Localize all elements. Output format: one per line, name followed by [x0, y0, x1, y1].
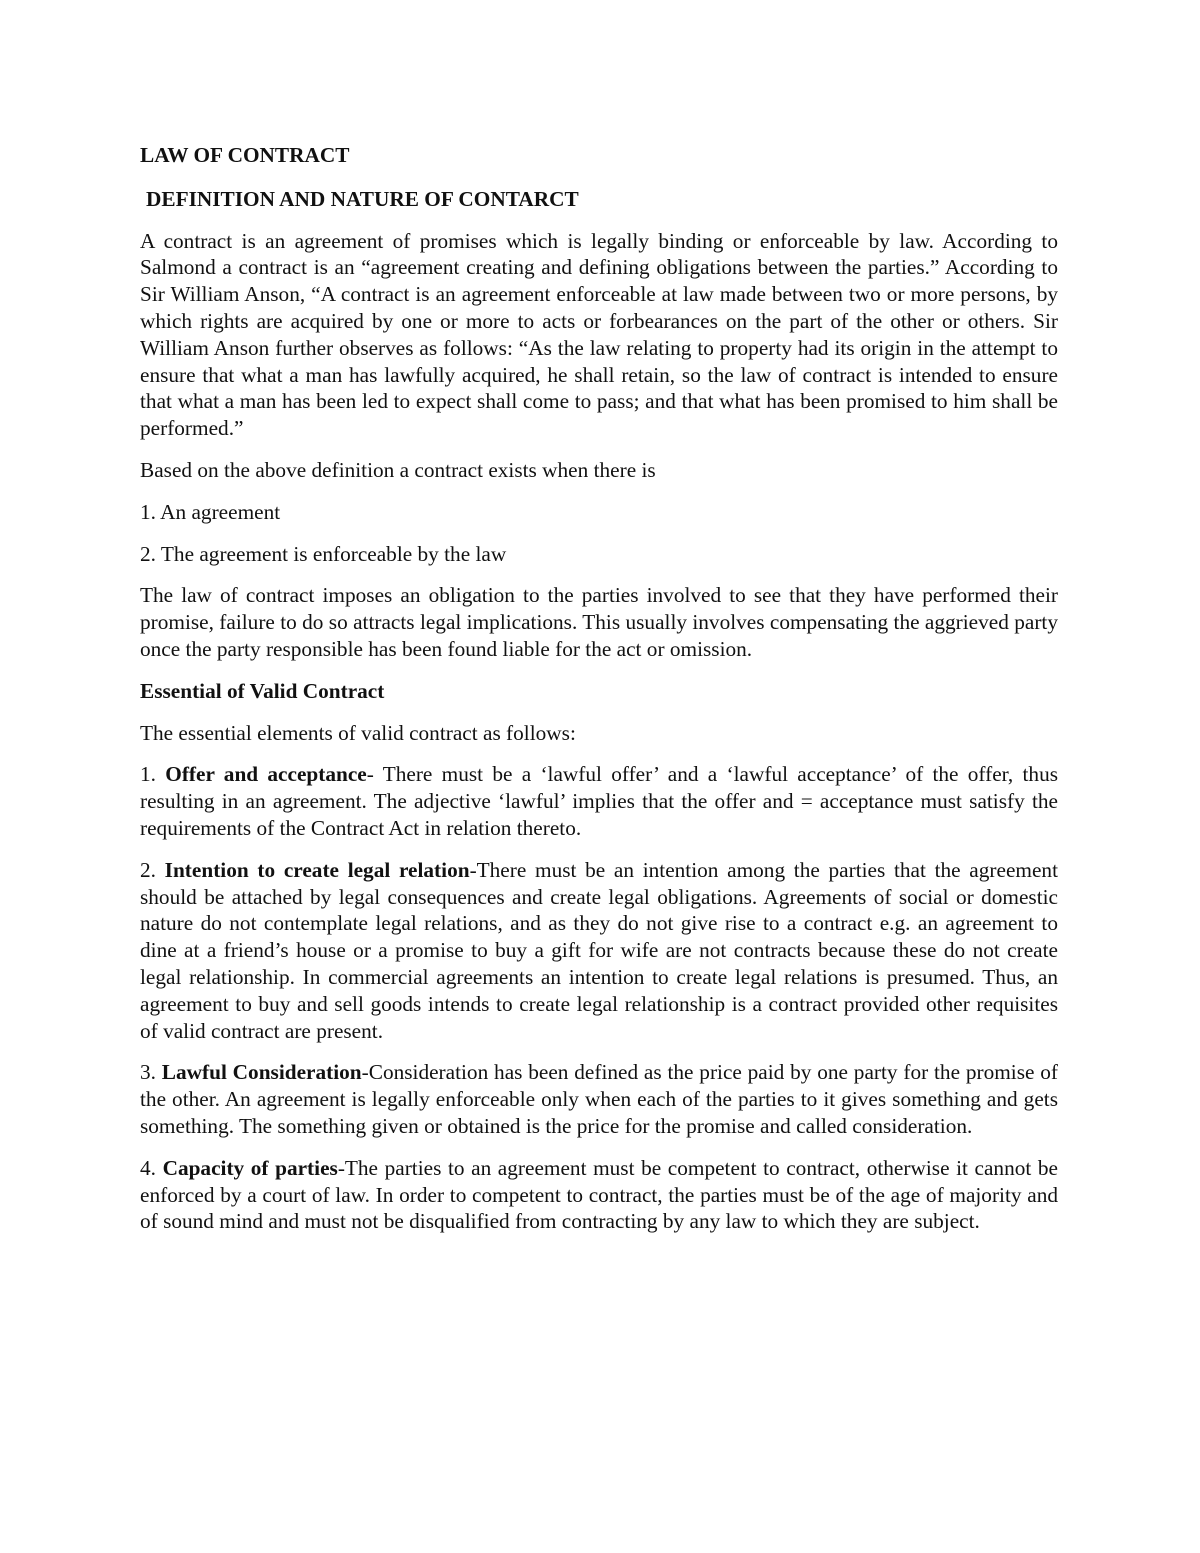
- element-paragraph: [140, 761, 1058, 841]
- element-term: Lawful Consideration: [161, 1060, 362, 1085]
- element-text: -There must be an intention among the parties that the agreement should be attached by legal consequences and create legal obligations. Agreements of social or domestic nature do not contemplate legal relations, and as they do not give rise to a contract e.g. an agreement to dine at a friend’s house or a promise to buy a gift for wife are not contracts because these do not create legal relationship. In commercial agreements an intention to create legal relations is presumed. Thus, an agreement to buy and sell goods intends to create legal relationship is a contract provided other requisites of valid contract are present.: [140, 857, 1058, 1043]
- element-text: -The parties to an agreement must be competent to contract, otherwise it cannot be enforced by a court of law. In order to competent to contract, the parties must be of the age of majority and of sound mind and must not be disqualified from contracting by any law to which they are subject.: [140, 1155, 1058, 1234]
- essentials-intro: The essential elements of valid contract as follows:: [140, 720, 576, 745]
- based-on-line: Based on the above definition a contract exists when there is: [140, 457, 656, 482]
- condition-item: 1. An agreement: [140, 499, 281, 524]
- element-number: 2.: [140, 857, 165, 882]
- condition-item: 2. The agreement is enforceable by the law: [140, 541, 507, 566]
- element-term: Capacity of parties: [162, 1155, 338, 1180]
- element-number: 1.: [140, 762, 166, 787]
- definition-paragraph: A contract is an agreement of promises which is legally binding or enforceable by law. According to Salmond a contract is an “agreement creating and defining obligations between the parties.” According to Sir William Anson, “A contract is an agreement enforceable at law made between two or more persons, by which rights are acquired by one or more to acts or forbearances on the part of the other or others. Sir William Anson further observes as follows: “As the law relating to property had its origin in the attempt to ensure that what a man has lawfully acquired, he shall retain, so the law of contract is intended to ensure that what a man has been led to expect shall come to pass; and that what has been promised to him shall be performed.”: [140, 228, 1058, 441]
- element-term: Intention to create legal relation: [164, 857, 470, 882]
- element-text: -Consideration has been defined as the price paid by one party for the promise of the other. An agreement is legally enforceable only when each of the parties to it gives something and gets something. The something given or obtained is the price for the promise and called consideration.: [140, 1060, 1058, 1138]
- document-page: [140, 142, 1058, 1250]
- element-text: - There must be a ‘lawful offer’ and a ‘lawful acceptance’ of the offer, thus resulting in an agreement. The adjective ‘lawful’ implies that the offer and = acceptance must satisfy the requirements of the Contract Act in relation thereto.: [140, 762, 1059, 840]
- element-number: 4.: [140, 1155, 163, 1180]
- element-number: 3.: [140, 1060, 162, 1085]
- essentials-heading: Essential of Valid Contract: [140, 678, 385, 703]
- element-paragraph: [140, 1155, 1058, 1235]
- element-term: Offer and acceptance: [165, 762, 367, 787]
- obligation-paragraph: The law of contract imposes an obligation to the parties involved to see that they have performed their promise, failure to do so attracts legal implications. This usually involves compensating the aggrieved party once the party responsible has been found liable for the act or omission.: [140, 583, 1058, 661]
- section-subtitle: DEFINITION AND NATURE OF CONTARCT: [146, 186, 579, 211]
- element-paragraph: [140, 1059, 1058, 1139]
- element-paragraph: [140, 857, 1058, 1045]
- document-title: LAW OF CONTRACT: [140, 143, 350, 167]
